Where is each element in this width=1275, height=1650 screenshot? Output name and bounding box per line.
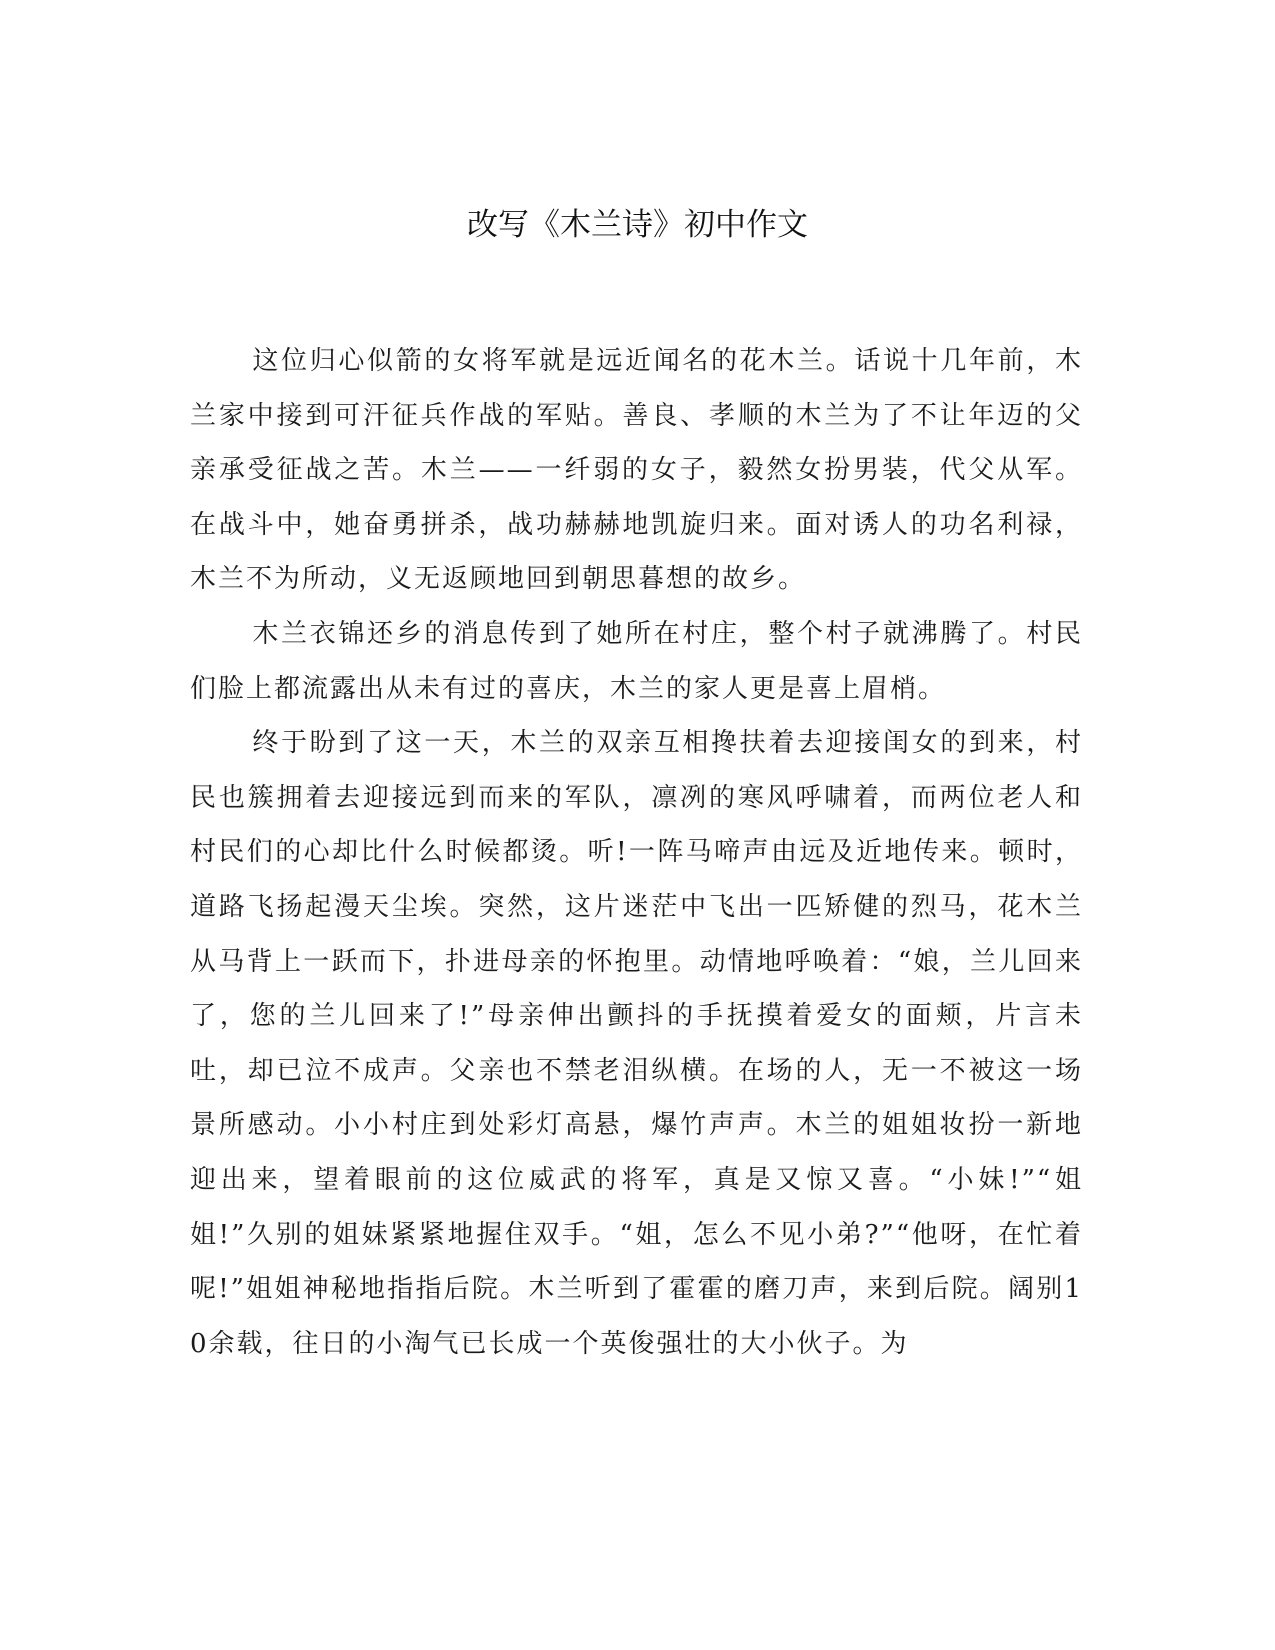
paragraph-2: 木兰衣锦还乡的消息传到了她所在村庄，整个村子就沸腾了。村民们脸上都流露出从未有过的喜庆，木兰的家人更是喜上眉梢。	[190, 618, 1083, 704]
document-body	[190, 334, 1083, 1371]
paragraph-1: 这位归心似箭的女将军就是远近闻名的花木兰。话说十几年前，木兰家中接到可汗征兵作战的军贴。善良、孝顺的木兰为了不让年迈的父亲承受征战之苦。木兰——一纤弱的女子，毅然女扮男装，代父从军。在战斗中，她奋勇拼杀，战功赫赫地凯旋归来。面对诱人的功名利禄，木兰不为所动，义无返顾地回到朝思暮想的故乡。	[190, 346, 1083, 595]
paragraph-3: 终于盼到了这一天，木兰的双亲互相搀扶着去迎接闺女的到来，村民也簇拥着去迎接远到而来的军队，凛冽的寒风呼啸着，而两位老人和村民们的心却比什么时候都烫。听!一阵马啼声由远及近地传来。顿时，道路飞扬起漫天尘埃。突然，这片迷茫中飞出一匹矫健的烈马，花木兰从马背上一跃而下，扑进母亲的怀抱里。动情地呼唤着：“娘，兰儿回来了，您的兰儿回来了!”母亲伸出颤抖的手抚摸着爱女的面颊，片言未吐，却已泣不成声。父亲也不禁老泪纵横。在场的人，无一不被这一场景所感动。小小村庄到处彩灯高悬，爆竹声声。木兰的姐姐妆扮一新地迎出来，望着眼前的这位威武的将军，真是又惊又喜。“小妹!”“姐姐!”久别的姐妹紧紧地握住双手。“姐，怎么不见小弟?”“他呀，在忙着呢!”姐姐神秘地指指后院。木兰听到了霍霍的磨刀声，来到后院。阔别10余载，往日的小淘气已长成一个英俊强壮的大小伙子。为	[190, 728, 1083, 1359]
document-title: 改写《木兰诗》初中作文	[467, 207, 808, 243]
